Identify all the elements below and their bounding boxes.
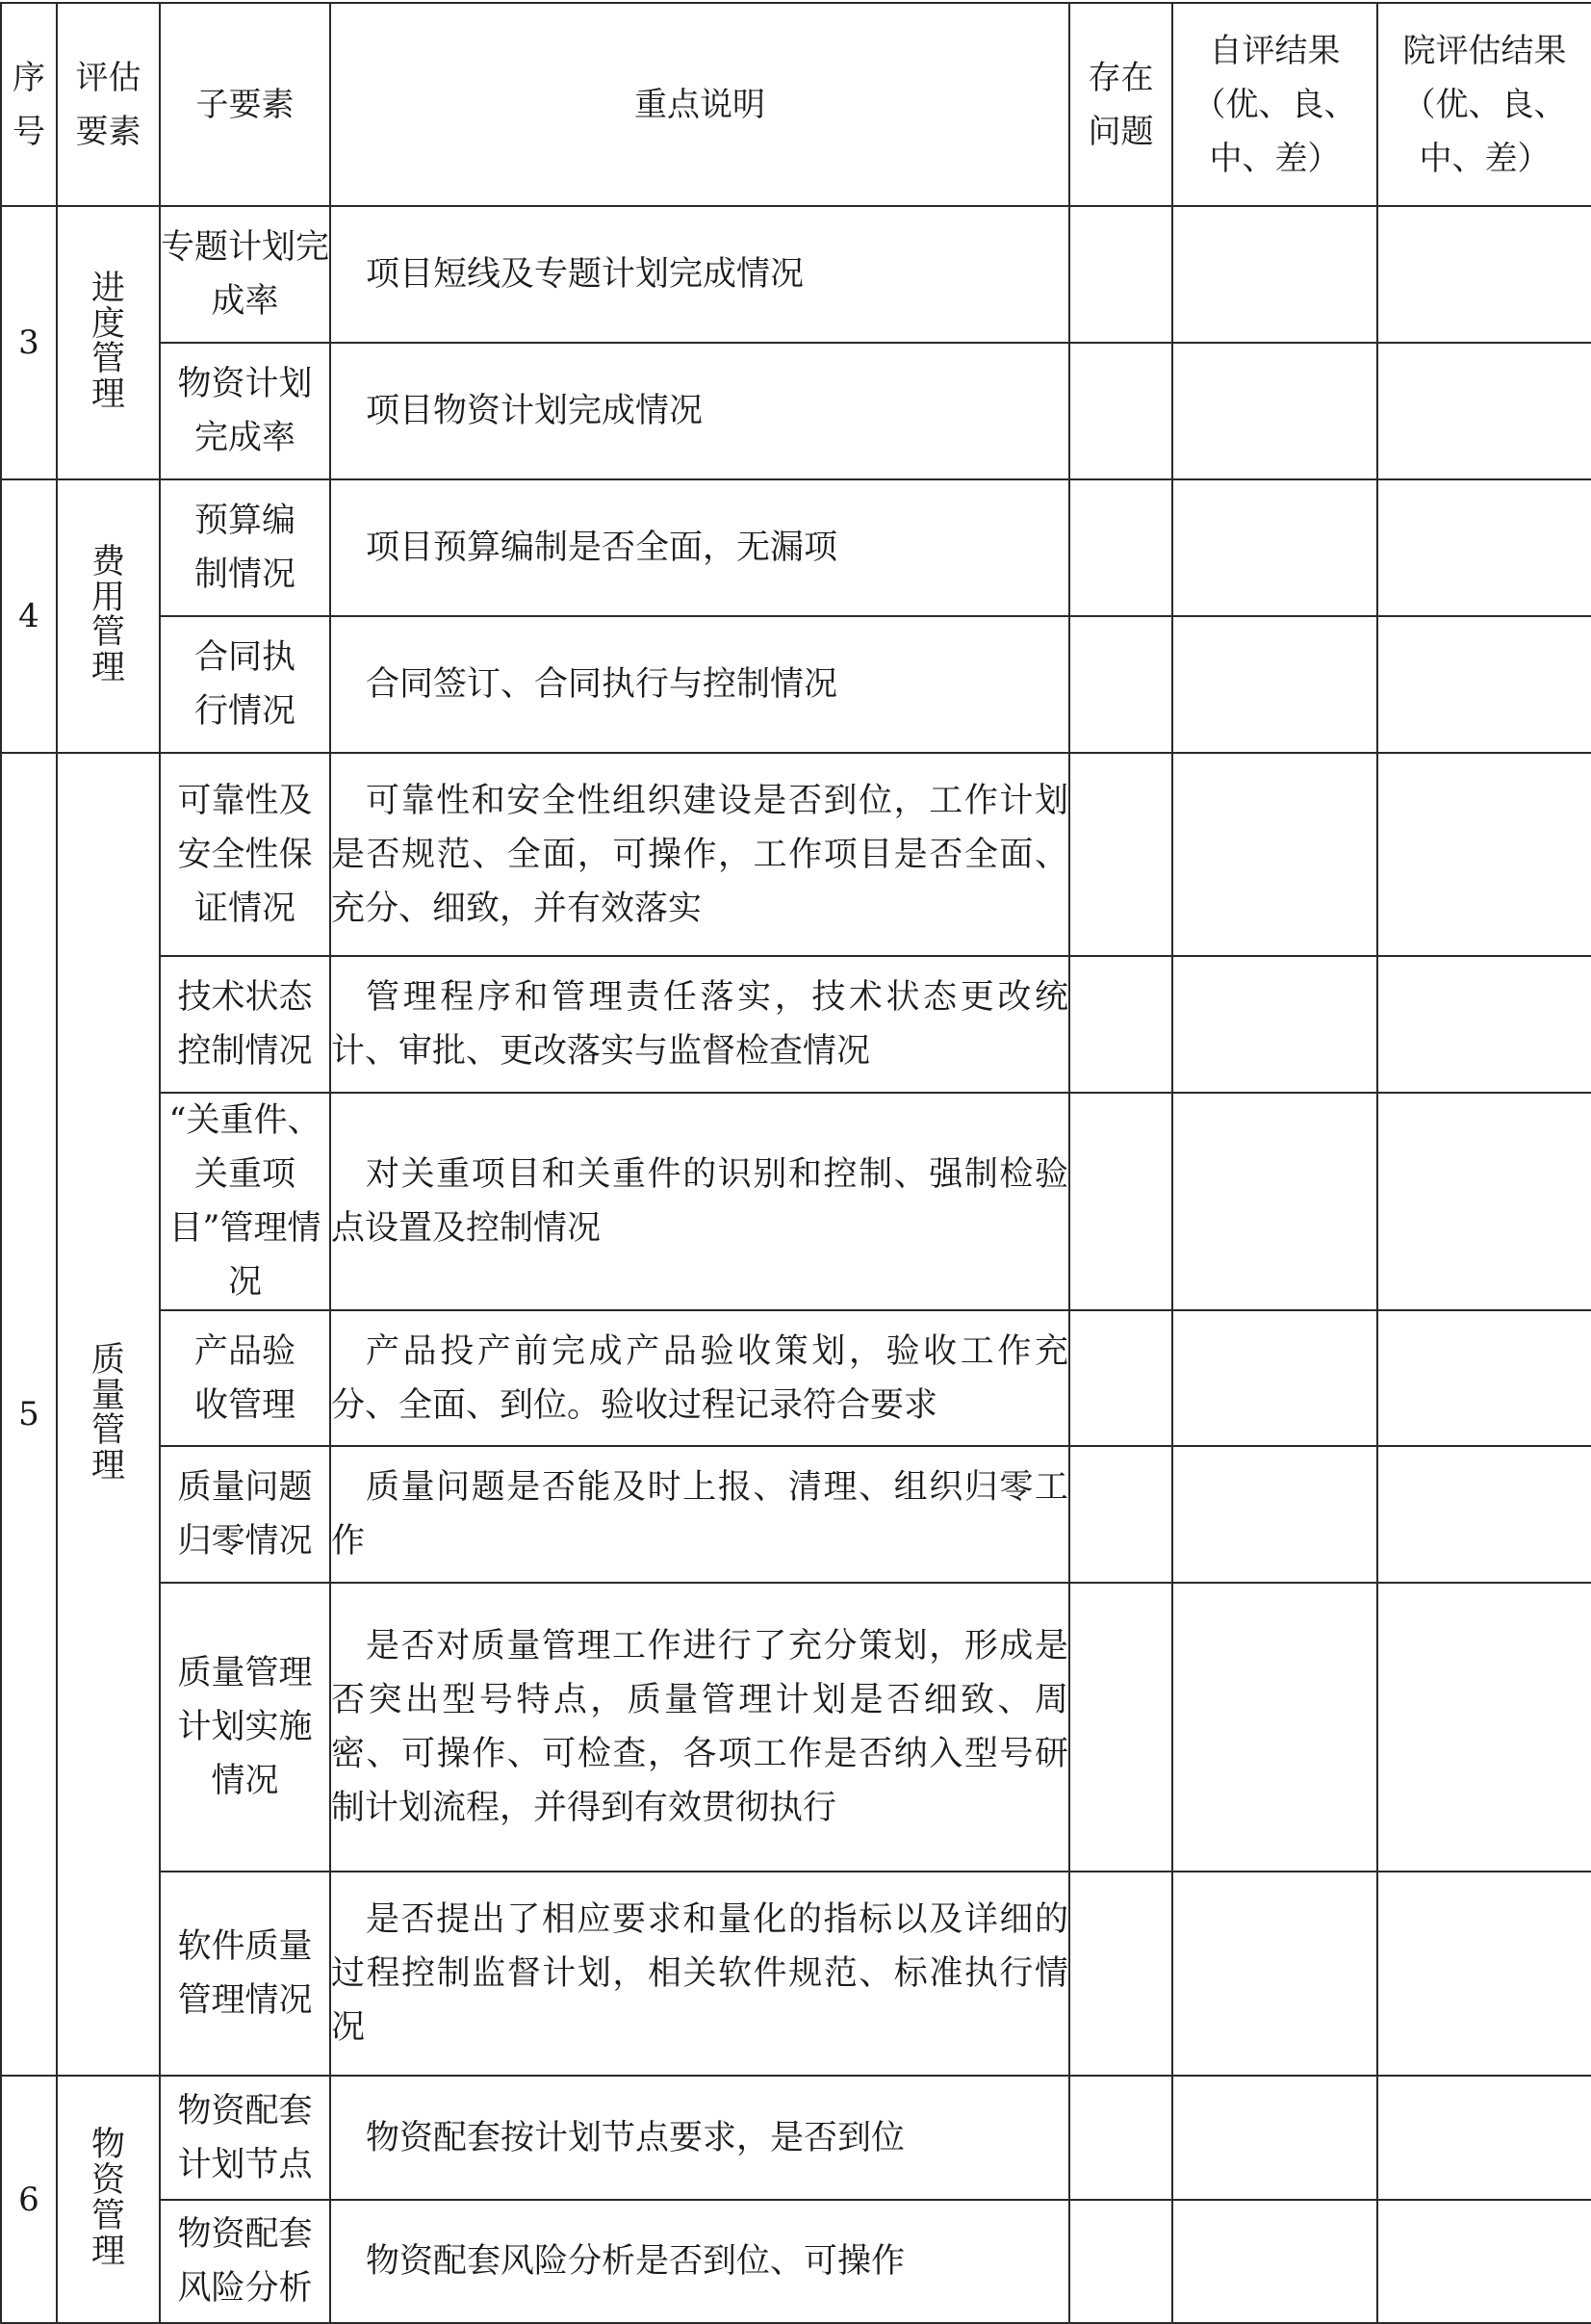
institute-eval-cell[interactable] <box>1377 479 1591 616</box>
self-eval-cell[interactable] <box>1172 956 1377 1093</box>
issues-cell[interactable] <box>1069 1872 1172 2076</box>
table-row <box>1 206 1591 343</box>
description-cell: 项目短线及专题计划完成情况 <box>330 206 1069 343</box>
description-cell: 产品投产前完成产品验收策划，验收工作充分、全面、到位。验收过程记录符合要求 <box>330 1310 1069 1446</box>
institute-eval-cell[interactable] <box>1377 1446 1591 1583</box>
issues-cell[interactable] <box>1069 343 1172 479</box>
header-issues: 存在问题 <box>1069 3 1172 206</box>
institute-eval-cell[interactable] <box>1377 343 1591 479</box>
self-eval-cell[interactable] <box>1172 2200 1377 2323</box>
self-eval-cell[interactable] <box>1172 2076 1377 2200</box>
description-cell: 合同签订、合同执行与控制情况 <box>330 616 1069 753</box>
element-cell: 进度管理 <box>57 206 160 479</box>
self-eval-cell[interactable] <box>1172 1310 1377 1446</box>
institute-eval-cell[interactable] <box>1377 956 1591 1093</box>
institute-eval-cell[interactable] <box>1377 206 1591 343</box>
description-cell: 管理程序和管理责任落实，技术状态更改统计、审批、更改落实与监督检查情况 <box>330 956 1069 1093</box>
table-row <box>1 2076 1591 2200</box>
table-row <box>1 753 1591 956</box>
header-self-eval: 自评结果（优、良、中、差） <box>1172 3 1377 206</box>
issues-cell[interactable] <box>1069 956 1172 1093</box>
subelement-cell: 物资计划完成率 <box>160 343 330 479</box>
self-eval-cell[interactable] <box>1172 1872 1377 2076</box>
evaluation-table <box>0 2 1591 2324</box>
self-eval-cell[interactable] <box>1172 206 1377 343</box>
issues-cell[interactable] <box>1069 2076 1172 2200</box>
subelement-cell: 可靠性及安全性保证情况 <box>160 753 330 956</box>
table-row <box>1 1310 1591 1446</box>
description-cell: 是否对质量管理工作进行了充分策划，形成是否突出型号特点，质量管理计划是否细致、周密、可操作、可检查，各项工作是否纳入型号研制计划流程，并得到有效贯彻执行 <box>330 1583 1069 1872</box>
self-eval-cell[interactable] <box>1172 1446 1377 1583</box>
self-eval-cell[interactable] <box>1172 616 1377 753</box>
institute-eval-cell[interactable] <box>1377 1093 1591 1310</box>
description-cell: 项目预算编制是否全面，无漏项 <box>330 479 1069 616</box>
subelement-cell: 技术状态控制情况 <box>160 956 330 1093</box>
issues-cell[interactable] <box>1069 479 1172 616</box>
table-row <box>1 343 1591 479</box>
table-row <box>1 479 1591 616</box>
self-eval-cell[interactable] <box>1172 479 1377 616</box>
table-row <box>1 1093 1591 1310</box>
self-eval-cell[interactable] <box>1172 1583 1377 1872</box>
table-row <box>1 1872 1591 2076</box>
issues-cell[interactable] <box>1069 2200 1172 2323</box>
subelement-cell: “关重件、关重项目”管理情况 <box>160 1093 330 1310</box>
subelement-cell: 质量问题归零情况 <box>160 1446 330 1583</box>
subelement-cell: 物资配套计划节点 <box>160 2076 330 2200</box>
description-cell: 物资配套风险分析是否到位、可操作 <box>330 2200 1069 2323</box>
subelement-cell: 预算编制情况 <box>160 479 330 616</box>
institute-eval-cell[interactable] <box>1377 1310 1591 1446</box>
seq-cell: 3 <box>1 206 57 479</box>
subelement-cell: 物资配套风险分析 <box>160 2200 330 2323</box>
table-row <box>1 1446 1591 1583</box>
institute-eval-cell[interactable] <box>1377 753 1591 956</box>
institute-eval-cell[interactable] <box>1377 1583 1591 1872</box>
header-seq: 序号 <box>1 3 57 206</box>
issues-cell[interactable] <box>1069 616 1172 753</box>
institute-eval-cell[interactable] <box>1377 1872 1591 2076</box>
subelement-cell: 质量管理计划实施情况 <box>160 1583 330 1872</box>
header-subelement: 子要素 <box>160 3 330 206</box>
self-eval-cell[interactable] <box>1172 343 1377 479</box>
institute-eval-cell[interactable] <box>1377 2200 1591 2323</box>
header-description: 重点说明 <box>330 3 1069 206</box>
description-cell: 可靠性和安全性组织建设是否到位，工作计划是否规范、全面，可操作，工作项目是否全面、充分、细致，并有效落实 <box>330 753 1069 956</box>
issues-cell[interactable] <box>1069 753 1172 956</box>
header-element: 评估要素 <box>57 3 160 206</box>
seq-cell: 6 <box>1 2076 57 2323</box>
subelement-cell: 软件质量管理情况 <box>160 1872 330 2076</box>
seq-cell: 5 <box>1 753 57 2076</box>
description-cell: 物资配套按计划节点要求，是否到位 <box>330 2076 1069 2200</box>
subelement-cell: 产品验收管理 <box>160 1310 330 1446</box>
seq-cell: 4 <box>1 479 57 753</box>
self-eval-cell[interactable] <box>1172 753 1377 956</box>
header-institute-eval: 院评估结果（优、良、中、差） <box>1377 3 1591 206</box>
element-cell: 物资管理 <box>57 2076 160 2323</box>
description-cell: 项目物资计划完成情况 <box>330 343 1069 479</box>
table-row <box>1 1583 1591 1872</box>
self-eval-cell[interactable] <box>1172 1093 1377 1310</box>
institute-eval-cell[interactable] <box>1377 616 1591 753</box>
description-cell: 质量问题是否能及时上报、清理、组织归零工作 <box>330 1446 1069 1583</box>
element-cell: 费用管理 <box>57 479 160 753</box>
issues-cell[interactable] <box>1069 1093 1172 1310</box>
issues-cell[interactable] <box>1069 1310 1172 1446</box>
description-cell: 对关重项目和关重件的识别和控制、强制检验点设置及控制情况 <box>330 1093 1069 1310</box>
table-row <box>1 956 1591 1093</box>
table-row <box>1 2200 1591 2323</box>
subelement-cell: 专题计划完成率 <box>160 206 330 343</box>
description-cell: 是否提出了相应要求和量化的指标以及详细的过程控制监督计划，相关软件规范、标准执行情况 <box>330 1872 1069 2076</box>
issues-cell[interactable] <box>1069 1446 1172 1583</box>
subelement-cell: 合同执行情况 <box>160 616 330 753</box>
issues-cell[interactable] <box>1069 206 1172 343</box>
table-row <box>1 616 1591 753</box>
header-row <box>1 3 1591 206</box>
institute-eval-cell[interactable] <box>1377 2076 1591 2200</box>
issues-cell[interactable] <box>1069 1583 1172 1872</box>
element-cell: 质量管理 <box>57 753 160 2076</box>
